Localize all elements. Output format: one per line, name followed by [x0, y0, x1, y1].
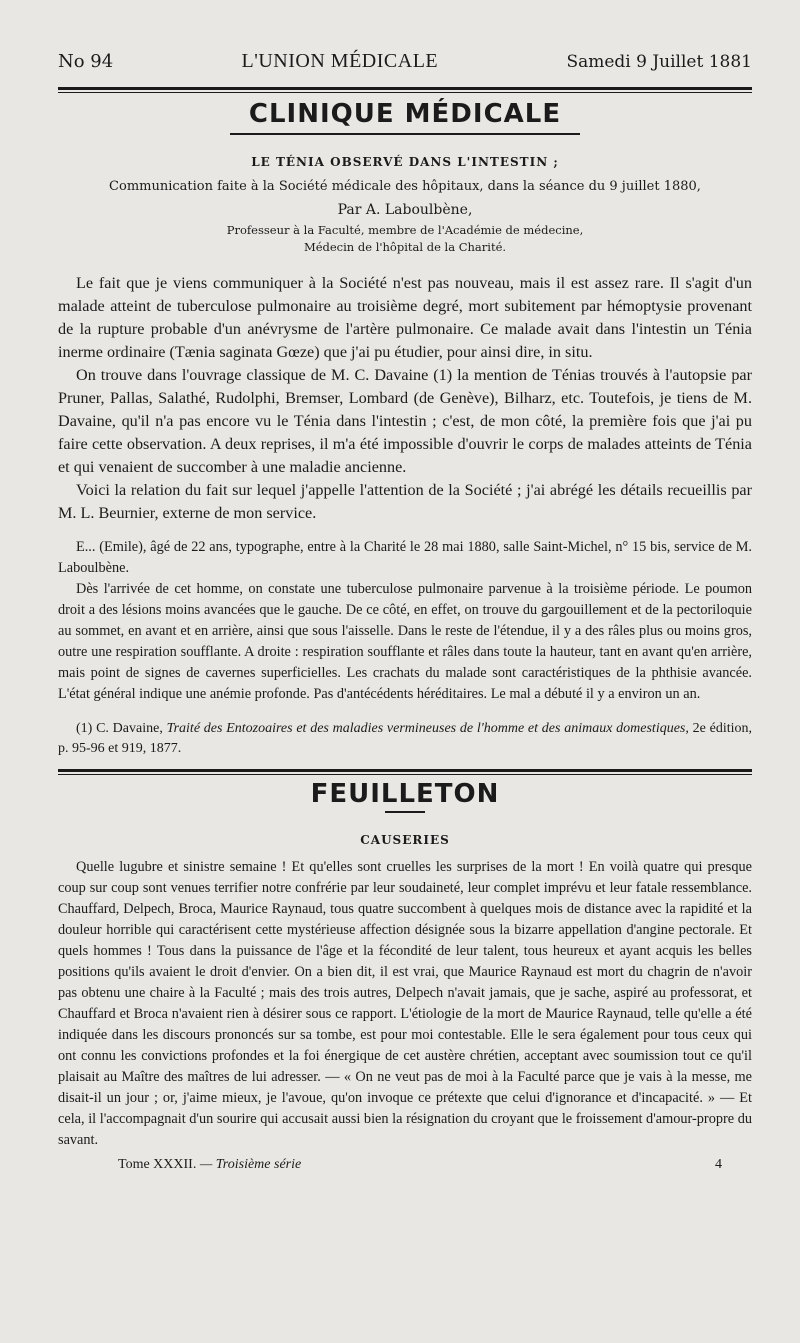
- page-header: [58, 0, 752, 73]
- journal-title: L'UNION MÉDICALE: [241, 50, 439, 72]
- feuilleton-ornament: [385, 811, 425, 813]
- credential-line: Médecin de l'hôpital de la Charité.: [303, 240, 507, 254]
- issue-date: Samedi 9 Juillet 1881: [566, 52, 752, 72]
- footnote-prefix: (1) C. Davaine,: [76, 721, 167, 736]
- credential-line: Professeur à la Faculté, membre de l'Académie de médecine,: [226, 223, 584, 237]
- footnote-suffix: 2e édition, p. 95-96 et 919, 1877.: [58, 721, 752, 756]
- section-title: CLINIQUE MÉDICALE: [248, 99, 562, 129]
- article-author: Par A. Laboulbène,: [337, 202, 473, 218]
- footer-volume: [118, 1157, 301, 1173]
- body-paragraph: Voici la relation du fait sur lequel j'appelle l'attention de la Société ; j'ai abrégé les détails recueillis par M. L. Beurnier, externe de mon service.: [58, 481, 752, 522]
- case-report: [58, 537, 752, 705]
- feuilleton-rule-thin: [58, 774, 752, 775]
- header-rule-thin: [58, 92, 752, 93]
- section-rule: [230, 133, 580, 135]
- header-rule: [58, 87, 752, 90]
- feuilleton-paragraph: Quelle lugubre et sinistre semaine ! Et qu'elles sont cruelles les surprises de la mort ! En voilà quatre qui presque coup sur coup sont venues terrifier notre confrérie par leur soudaineté, leur complet imprévu et leur fatale ressemblance. Chauffard, Delpech, Broca, Maurice Raynaud, tous quatre succombent à quelques mois de distance avec la rapidité et la douleur horrible qui caractérisent cette mystérieuse affection désignée sous la bizarre appellation d'angine pectorale. Et quels hommes ! Tous dans la puissance de l'âge et la fécondité de leur talent, tous heureux et ayant acquis les belles positions qu'ils avaient le droit d'envier. On a bien dit, il est vrai, que Maurice Raynaud est mort du chagrin de n'avoir pas obtenu une chaire à la Faculté ; mais des trois autres, Delpech n'avait jamais, que je sache, aspiré au professorat, et Chauffard et Broca n'avaient rien à désirer sous ce rapport. L'étiologie de la mort de Maurice Raynaud, telle qu'elle a été indiquée dans les discours prononcés sur sa tombe, est pour moi contestable. Elle le sera également pour tous ceux qui ont connu les convictions profondes et la foi énergique de cet austère chrétien, acceptant avec soumission tout ce qu'il plaisait au Maître des maîtres de lui adresser. — « On ne veut pas de moi à la Faculté parce que je vais à la messe, me disait-il un jour ; or, j'aime mieux, je l'avoue, qu'on invoque ce prétexte que celui d'ignorance et d'incapacité. » — Et cela, il l'accompagnait d'un sourire qui accusait aussi bien la résignation du croyant que le froissement d'amour-propre du savant.: [58, 859, 752, 1148]
- feuilleton-body: [58, 857, 752, 1151]
- page-footer: [58, 1151, 752, 1173]
- feuilleton-subtitle: CAUSERIES: [360, 833, 450, 847]
- article-subtitle: Communication faite à la Société médicale des hôpitaux, dans la séance du 9 juillet 1880,: [109, 179, 701, 194]
- volume-label: Tome XXXII.: [118, 1157, 197, 1172]
- page-number: 4: [715, 1157, 722, 1172]
- footnote-title: Traité des Entozoaires et des maladies vermineuses de l'homme et des animaux domestiques,: [166, 721, 689, 736]
- body-paragraph: On trouve dans l'ouvrage classique de M. C. Davaine (1) la mention de Ténias trouvés à l'autopsie par Pruner, Pallas, Salathé, Rudolphi, Bremser, Lombard (de Genève), Bilharz, etc. Toutefois, je tiens de M. Davaine, qu'il n'a pas encore vu le Ténia dans l'intestin ; c'est, de mon côté, la première fois que j'ai pu faire cette observation. A deux reprises, il m'a été impossible d'ouvrir le corps de malades atteints de Ténia et qui venaient de succomber à une maladie ancienne.: [58, 366, 752, 476]
- body-paragraph: Le fait que je viens communiquer à la Société n'est pas nouveau, mais il est assez rare. Il s'agit d'un malade atteint de tuberculose pulmonaire au troisième degré, mort subitement par hémoptysie provenant de la rupture probable d'un anévrysme de l'artère pulmonaire. Ce malade avait dans l'intestin un Ténia inerme ordinaire (Tænia saginata Gœze) que j'ai pu étudier, pour ainsi dire, in situ.: [58, 274, 752, 361]
- author-credentials: [58, 222, 752, 256]
- article-title: LE TÉNIA OBSERVÉ DANS L'INTESTIN ;: [251, 155, 559, 169]
- series-label: — Troisième série: [199, 1157, 302, 1172]
- feuilleton-rule: [58, 769, 752, 772]
- case-paragraph: E... (Emile), âgé de 22 ans, typographe, entre à la Charité le 28 mai 1880, salle Saint-Michel, n° 15 bis, service de M. Laboulbène.: [58, 539, 752, 576]
- issue-number: No 94: [58, 51, 114, 72]
- footnote: [58, 719, 752, 759]
- article-body: [58, 272, 752, 525]
- case-paragraph: Dès l'arrivée de cet homme, on constate une tuberculose pulmonaire parvenue à la troisième période. Le poumon droit a des lésions moins avancées que le gauche. De ce côté, en effet, on trouve du gargouillement et de la pectoriloquie au sommet, en avant et en arrière, ainsi que sous l'aisselle. Dans le reste de l'étendue, il y a des râles plus ou moins gros, outre une respiration soufflante. A droite : respiration soufflante et râles dans toute la hauteur, tant en avant qu'en arrière, mais point de signes de cavernes superficielles. Les crachats du malade sont caractéristiques de la phthisie avancée. L'état général indique une anémie profonde. Pas d'antécédents héréditaires. Le mal a débuté il y a environ un an.: [58, 581, 752, 702]
- feuilleton-title: FEUILLETON: [310, 779, 500, 809]
